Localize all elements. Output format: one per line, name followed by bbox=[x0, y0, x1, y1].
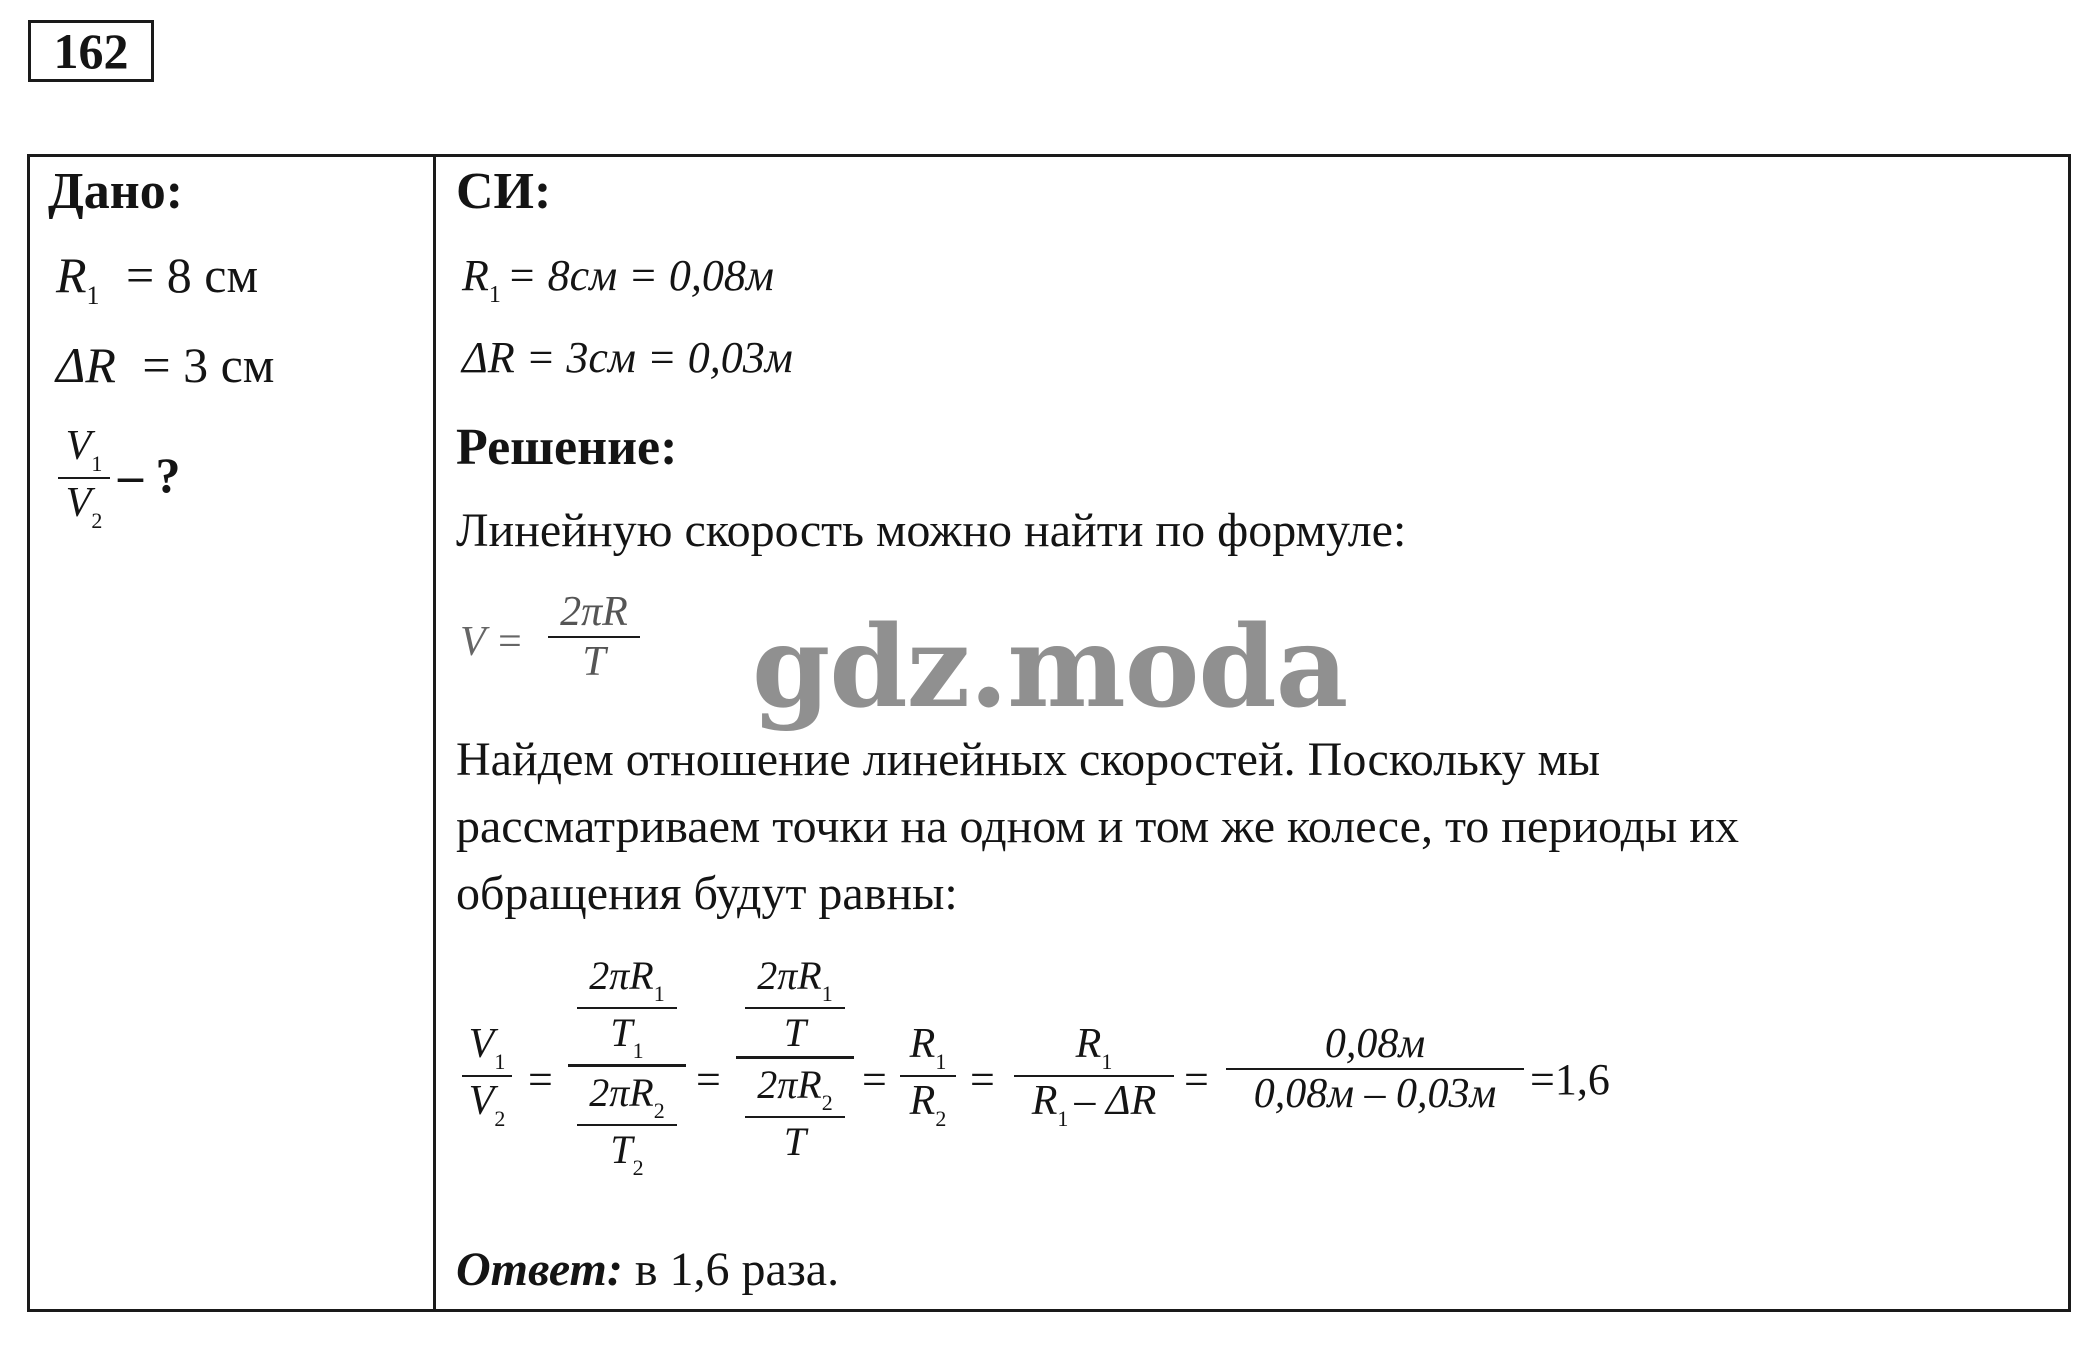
f5-den-b: – ΔR bbox=[1074, 1078, 1157, 1124]
answer-text: в 1,6 раза. bbox=[622, 1243, 840, 1296]
f5-num-sub: 1 bbox=[1101, 1049, 1113, 1074]
ratio-v-num-sub: 1 bbox=[494, 1049, 506, 1074]
f6-den: 0,08м – 0,03м bbox=[1226, 1068, 1524, 1118]
f4-num-sub: 1 bbox=[935, 1049, 947, 1074]
ratio-fraction-3 bbox=[736, 952, 854, 1165]
paragraph-line-1: Найдем отношение линейных скоростей. Поскольку мы bbox=[456, 733, 1601, 786]
f3-bot-num: 2πR bbox=[757, 1062, 822, 1107]
given-find-den-sub: 2 bbox=[91, 508, 103, 533]
ratio-fraction-4 bbox=[900, 1020, 956, 1132]
given-r1-symbol: R bbox=[56, 247, 87, 303]
formula-num: 2πR bbox=[560, 589, 628, 635]
result: =1,6 bbox=[1530, 1055, 1610, 1104]
given-dr bbox=[56, 336, 274, 394]
f6-num: 0,08м bbox=[1324, 1021, 1426, 1067]
formula-fraction bbox=[548, 588, 640, 686]
ratio-fraction-2 bbox=[568, 952, 686, 1181]
equals-4: = bbox=[970, 1055, 995, 1104]
f5-num: R bbox=[1075, 1021, 1102, 1067]
f5-den-a: R bbox=[1031, 1078, 1058, 1124]
equals-2: = bbox=[696, 1055, 721, 1104]
paragraph-line-2: рассматриваем точки на одном и том же колесе, то периоды их bbox=[456, 800, 1739, 853]
f3-top-den: T bbox=[745, 1007, 845, 1056]
equals-5: = bbox=[1184, 1055, 1209, 1104]
answer-label: Ответ: bbox=[456, 1243, 623, 1296]
solution-heading: Решение: bbox=[456, 419, 678, 476]
f3-bot-den: T bbox=[745, 1116, 845, 1165]
given-dr-value: = 3 см bbox=[142, 337, 275, 393]
ratio-v-den-sub: 2 bbox=[494, 1106, 506, 1131]
answer-line bbox=[456, 1242, 839, 1297]
given-find-den: V bbox=[65, 480, 92, 526]
solution-intro: Линейную скорость можно найти по формуле: bbox=[456, 504, 1407, 557]
given-dr-symbol: ΔR bbox=[56, 337, 116, 393]
f2-bot-num: 2πR bbox=[589, 1070, 654, 1115]
si-heading: СИ: bbox=[456, 163, 552, 220]
f2-top-num-sub: 1 bbox=[653, 981, 665, 1006]
given-find-num: V bbox=[65, 423, 92, 469]
f5-den-a-sub: 1 bbox=[1057, 1106, 1069, 1131]
equals-1: = bbox=[528, 1055, 553, 1104]
ratio-v-fraction bbox=[462, 1020, 512, 1132]
paragraph-line-3: обращения будут равны: bbox=[456, 867, 958, 920]
si-line1-symbol: R bbox=[462, 251, 489, 300]
f4-den-sub: 2 bbox=[935, 1106, 947, 1131]
f2-bot-num-sub: 2 bbox=[653, 1098, 665, 1123]
si-line1 bbox=[462, 250, 774, 309]
f2-bot-den: T bbox=[610, 1127, 633, 1172]
ratio-v-den: V bbox=[468, 1078, 495, 1124]
given-find-num-sub: 1 bbox=[91, 451, 103, 476]
given-heading: Дано: bbox=[48, 163, 184, 220]
si-line1-sub: 1 bbox=[488, 282, 501, 308]
f2-top-num: 2πR bbox=[589, 953, 654, 998]
f2-top-den-sub: 1 bbox=[632, 1038, 644, 1063]
given-find-suffix: – ? bbox=[118, 447, 181, 503]
problem-number: 162 bbox=[28, 20, 154, 82]
f3-top-num-sub: 1 bbox=[821, 981, 833, 1006]
watermark: gdz.moda bbox=[752, 602, 1348, 733]
f3-top-num: 2πR bbox=[757, 953, 822, 998]
f4-num: R bbox=[909, 1021, 936, 1067]
ratio-v-num: V bbox=[468, 1021, 495, 1067]
equals-3: = bbox=[862, 1055, 887, 1104]
ratio-fraction-5 bbox=[1014, 1020, 1174, 1132]
f2-top-den: T bbox=[610, 1010, 633, 1055]
formula-den: T bbox=[548, 636, 640, 686]
f2-bot-den-sub: 2 bbox=[632, 1155, 644, 1180]
column-divider bbox=[433, 154, 436, 1312]
given-find-fraction bbox=[58, 422, 110, 534]
ratio-fraction-6 bbox=[1226, 1020, 1524, 1118]
formula-lhs: V = bbox=[460, 619, 524, 665]
given-r1-value: = 8 см bbox=[126, 247, 259, 303]
given-r1 bbox=[56, 246, 258, 311]
f3-bot-num-sub: 2 bbox=[821, 1090, 833, 1115]
si-line2: ΔR = 3см = 0,03м bbox=[462, 333, 793, 382]
f4-den: R bbox=[909, 1078, 936, 1124]
given-r1-sub: 1 bbox=[86, 281, 100, 310]
si-line1-rest: = 8см = 0,08м bbox=[506, 251, 774, 300]
